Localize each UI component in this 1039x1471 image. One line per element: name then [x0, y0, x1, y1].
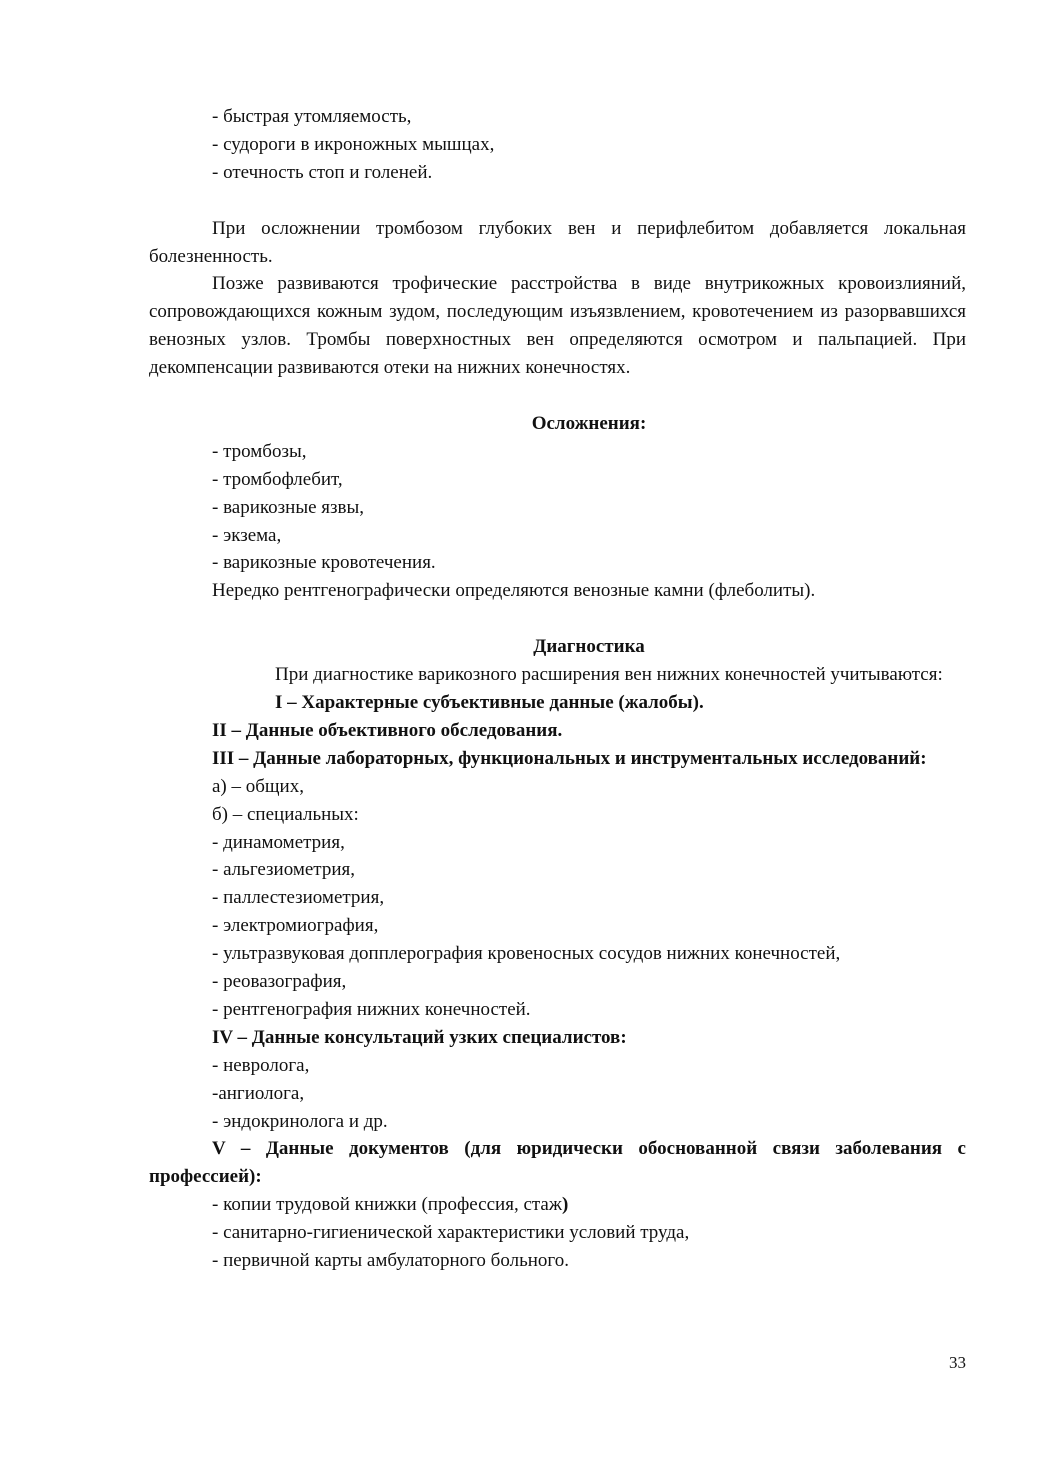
list-item: - варикозные язвы,	[212, 496, 365, 518]
list-item: - рентгенография нижних конечностей.	[212, 998, 531, 1020]
list-item: - альгезиометрия,	[212, 859, 355, 881]
list-item: - реовазография,	[212, 971, 347, 993]
list-item: - тромбозы,	[212, 440, 307, 462]
list-item	[149, 1191, 966, 1219]
list-item: - невролога,	[212, 1054, 310, 1076]
list-item: - варикозные кровотечения.	[212, 552, 436, 574]
list-item: - эндокринолога и др.	[212, 1110, 388, 1132]
page-content	[149, 103, 966, 1275]
complications-note: Нередко рентгенографически определяются венозные камни (флеболиты).	[212, 580, 816, 602]
diagnostics-section-3: III – Данные лабораторных, функциональных и инструментальных исследований:	[212, 747, 927, 769]
paragraph-complication: При осложнении тромбозом глубоких вен и перифлебитом добавляется локальная болезненность.	[149, 217, 966, 267]
list-item: - паллестезиометрия,	[212, 887, 385, 909]
list-item-text: - копии трудовой книжки (профессия, стаж	[212, 1194, 562, 1216]
spacer	[149, 382, 966, 410]
diagnostics-section-5: V – Данные документов (для юридически обоснованной связи заболевания с профессией):	[149, 1138, 966, 1188]
list-item: -ангиолога,	[212, 1082, 305, 1104]
list-item: - отечность стоп и голеней.	[212, 161, 433, 183]
complications-heading: Осложнения:	[531, 412, 647, 434]
list-item: - тромбофлебит,	[212, 468, 343, 490]
list-item-bold-paren: )	[561, 1194, 569, 1216]
page-number: 33	[949, 1353, 966, 1372]
list-item: а) – общих,	[212, 775, 304, 797]
paragraph-trophic: Позже развиваются трофические расстройства в виде внутрикожных кровоизлияний, сопровождающихся кожным зудом, последующим изъязвлением, кровотечением из разорвавшихся венозных узлов. Тромбы поверхностных вен определяются осмотром и пальпацией. При декомпенсации развиваются отеки на нижних конечностях.	[149, 273, 966, 379]
list-item: - первичной карты амбулаторного больного.	[212, 1250, 569, 1272]
diagnostics-section-2: II – Данные объективного обследования.	[212, 719, 563, 741]
list-item: - экзема,	[212, 524, 282, 546]
diagnostics-section-1: I – Характерные субъективные данные (жалобы).	[275, 691, 704, 713]
list-item: - быстрая утомляемость,	[212, 106, 412, 127]
spacer	[149, 605, 966, 633]
spacer	[149, 187, 966, 215]
list-item: - электромиография,	[212, 915, 379, 937]
diagnostics-intro: При диагностике варикозного расширения вен нижних конечностей учитываются:	[275, 664, 943, 686]
list-item: - ультразвуковая допплерография кровеносных сосудов нижних конечностей,	[212, 943, 841, 965]
list-item: - динамометрия,	[212, 831, 345, 853]
diagnostics-heading: Диагностика	[533, 636, 645, 658]
diagnostics-section-4: IV – Данные консультаций узких специалистов:	[212, 1026, 627, 1048]
list-item: - судороги в икроножных мышцах,	[212, 133, 495, 155]
list-item: - санитарно-гигиенической характеристики условий труда,	[212, 1222, 690, 1244]
list-item: б) – специальных:	[212, 803, 359, 825]
